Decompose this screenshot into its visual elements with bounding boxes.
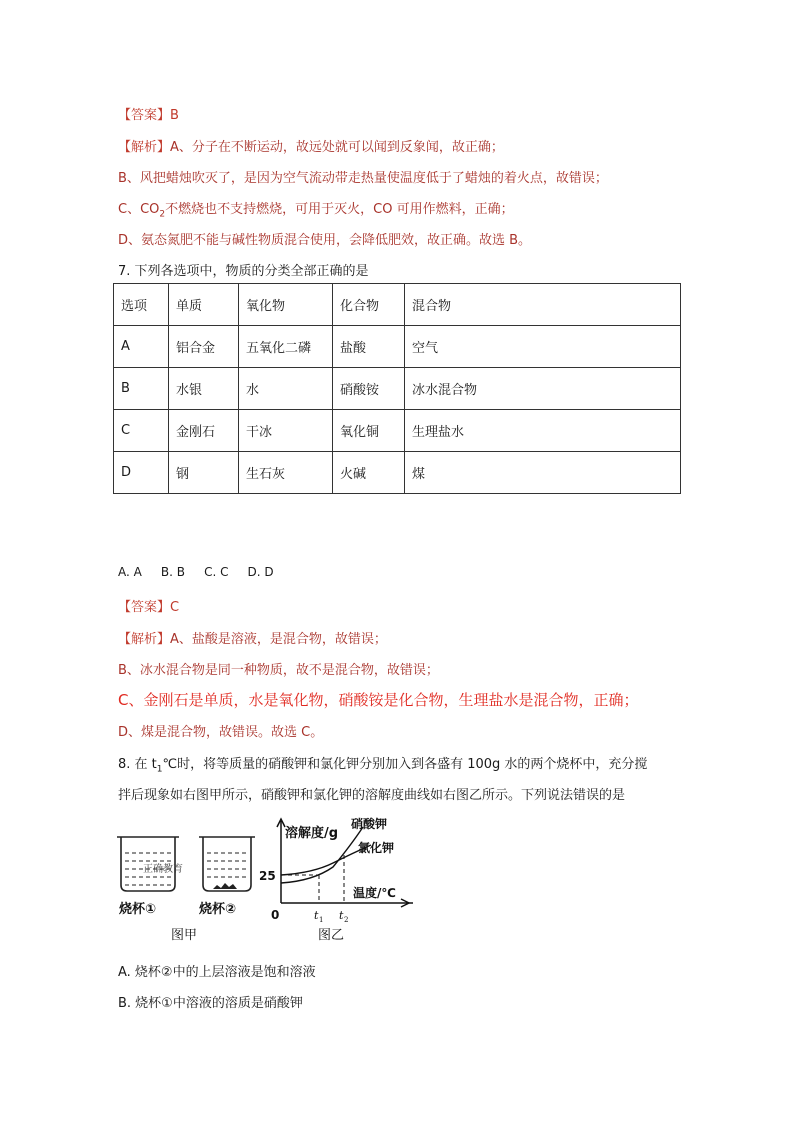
origin-label: 0 [271, 908, 280, 922]
stem-text: ℃时，将等质量的硝酸钾和氯化钾分别加入到各盛有 100g 水的两个烧杯中，充分搅 [162, 757, 648, 772]
y-axis-label: 溶解度/g [285, 826, 339, 841]
answer-value: B [170, 108, 179, 123]
table-header-cell: 选项 [114, 284, 169, 326]
q7-analysis-b: B、冰水混合物是同一种物质，故不是混合物，故错误； [118, 663, 439, 678]
table-cell: 钢 [169, 452, 239, 494]
q6-analysis-c [118, 198, 514, 220]
curve-label-kno3: 硝酸钾 [351, 817, 388, 831]
q6-analysis-b: B、风把蜡烛吹灭了，是因为空气流动带走热量使温度低于了蜡烛的着火点，故错误； [118, 171, 608, 186]
table-header-cell: 化合物 [333, 284, 405, 326]
table-header-cell: 氧化物 [239, 284, 333, 326]
curve-label-kcl: 氯化钾 [358, 841, 395, 855]
beaker-2 [199, 837, 255, 891]
subscript: 2 [159, 209, 166, 220]
figure-a-caption: 图甲 [171, 928, 198, 943]
table-cell: 冰水混合物 [405, 368, 681, 410]
table-cell: A [114, 326, 169, 368]
q7-analysis-d: D、煤是混合物，故错误。故选 C。 [118, 725, 324, 740]
y-tick-25: 25 [259, 869, 276, 883]
analysis-line: C、CO [118, 202, 160, 217]
table-cell: 水 [239, 368, 333, 410]
classification-table [113, 283, 681, 494]
t2-label: t [339, 909, 344, 922]
q8-option-b: B. 烧杯①中溶液的溶质是硝酸钾 [118, 996, 303, 1011]
table-cell: 空气 [405, 326, 681, 368]
answer-value: C [170, 600, 180, 615]
q8-stem-line2: 拌后现象如右图甲所示，硝酸钾和氯化钾的溶解度曲线如右图乙所示。下列说法错误的是 [118, 788, 626, 803]
analysis-line: A、盐酸是溶液，是混合物，故错误； [170, 632, 387, 647]
watermark: 正确教育 [143, 864, 183, 875]
q7-analysis-c: C、金刚石是单质，水是氧化物，硝酸铵是化合物，生理盐水是混合物，正确； [118, 691, 639, 709]
beaker-2-label: 烧杯② [199, 902, 237, 917]
table-row [114, 368, 681, 410]
table-row [114, 326, 681, 368]
analysis-tag: 【解析】 [118, 632, 171, 647]
table-cell: 五氧化二磷 [239, 326, 333, 368]
table-cell: 硝酸铵 [333, 368, 405, 410]
figure-b-caption: 图乙 [318, 928, 345, 943]
q7-stem: 7. 下列各选项中，物质的分类全部正确的是 [118, 264, 369, 279]
table-header-cell: 单质 [169, 284, 239, 326]
beaker-1-label: 烧杯① [119, 902, 157, 917]
q6-analysis-a [118, 136, 504, 155]
table-cell: D [114, 452, 169, 494]
q6-analysis-d: D、氨态氮肥不能与碱性物质混合使用，会降低肥效，故正确。故选 B。 [118, 233, 532, 248]
stem-text: 8. 在 t [118, 757, 157, 772]
q7-options: A. A B. B C. C D. D [118, 565, 274, 579]
table-cell: 水银 [169, 368, 239, 410]
table-cell: 铝合金 [169, 326, 239, 368]
table-cell: 盐酸 [333, 326, 405, 368]
table-cell: 火碱 [333, 452, 405, 494]
table-header-row [114, 284, 681, 326]
table-cell: 生石灰 [239, 452, 333, 494]
answer-tag: 【答案】 [118, 108, 171, 123]
table-cell: 氧化铜 [333, 410, 405, 452]
q6-answer [118, 104, 179, 123]
subscript: 1 [156, 764, 163, 775]
q8-option-a: A. 烧杯②中的上层溶液是饱和溶液 [118, 965, 316, 980]
q8-stem-line1 [118, 753, 647, 775]
t1-subscript: 1 [319, 916, 324, 924]
q7-analysis-a [118, 628, 387, 647]
table-row [114, 452, 681, 494]
table-cell: B [114, 368, 169, 410]
analysis-line: A、分子在不断运动，故远处就可以闻到反象闻，故正确； [170, 140, 504, 155]
table-row [114, 410, 681, 452]
t1-label: t [314, 909, 319, 922]
q7-answer [118, 596, 179, 615]
analysis-line-rest: 不燃烧也不支持燃烧，可用于灭火，CO 可用作燃料，正确； [165, 202, 514, 217]
table-cell: 干冰 [239, 410, 333, 452]
table-cell: 煤 [405, 452, 681, 494]
table-cell: 金刚石 [169, 410, 239, 452]
t2-subscript: 2 [344, 916, 349, 924]
table-cell: C [114, 410, 169, 452]
answer-tag: 【答案】 [118, 600, 171, 615]
q8-figure [113, 815, 413, 945]
analysis-tag: 【解析】 [118, 140, 171, 155]
x-axis-label: 温度/℃ [353, 886, 396, 900]
table-header-cell: 混合物 [405, 284, 681, 326]
table-cell: 生理盐水 [405, 410, 681, 452]
